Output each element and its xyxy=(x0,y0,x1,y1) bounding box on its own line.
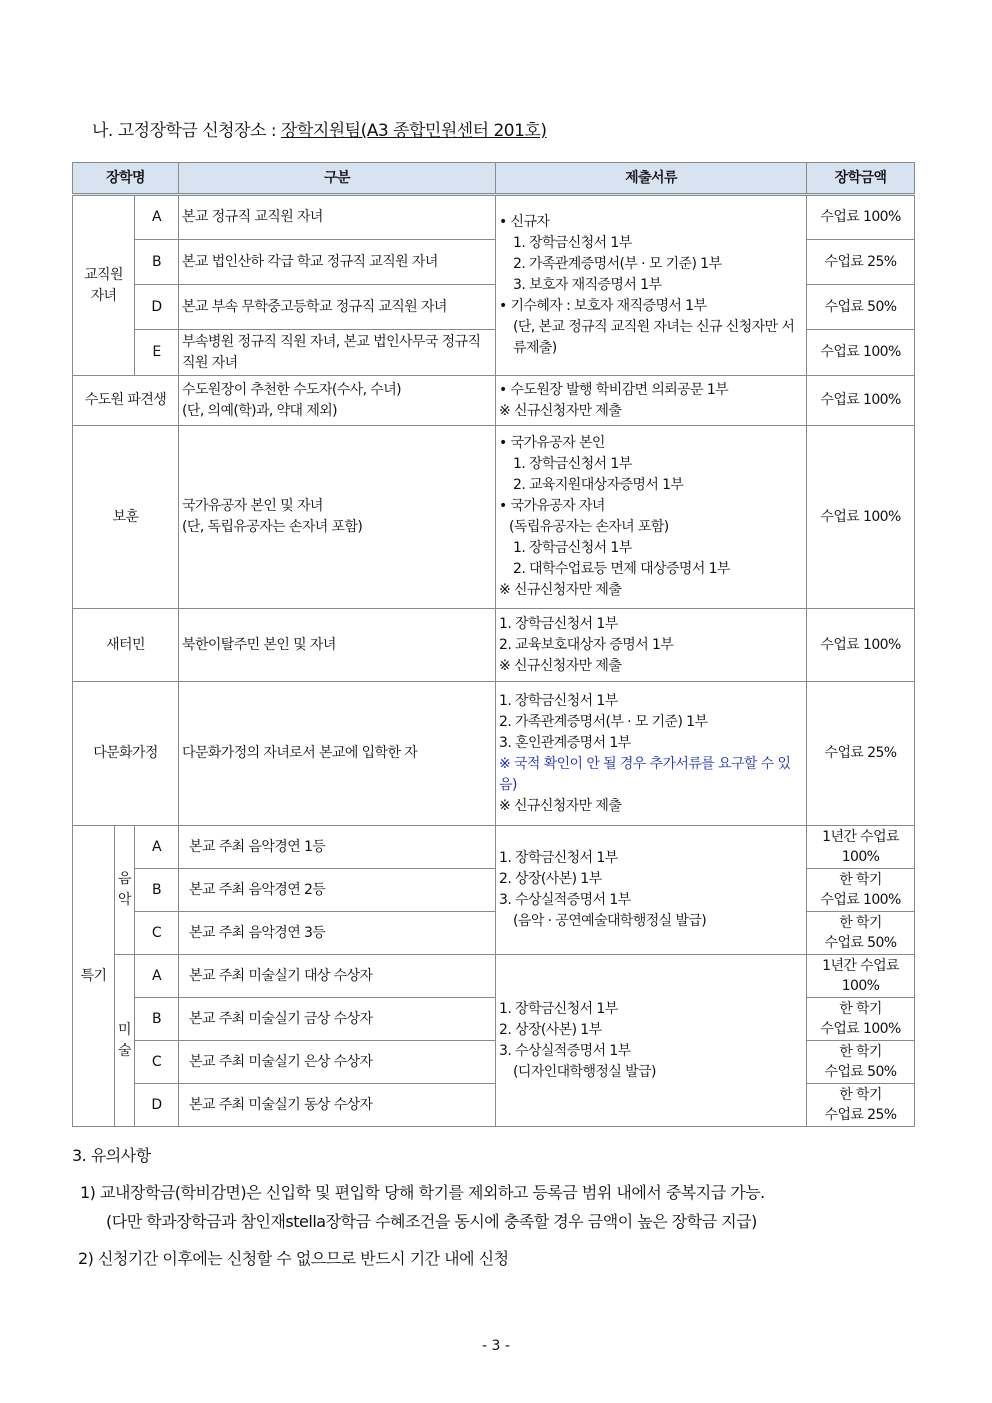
row-code: A xyxy=(135,955,179,998)
multicultural-docs xyxy=(496,682,807,826)
art-docs xyxy=(496,955,807,1127)
doc-line: 1. 장학금신청서 1부 xyxy=(499,692,618,709)
row-code: D xyxy=(135,285,179,330)
dispatched-name: 수도원 파견생 xyxy=(73,376,179,426)
amount-line: 한 학기 xyxy=(839,1001,882,1017)
desc-line: 수도원장이 추천한 수도자(수사, 수녀) xyxy=(182,381,402,398)
row-desc: 본교 주최 미술실기 은상 수상자 xyxy=(179,1041,496,1084)
table-row xyxy=(73,826,915,869)
row-code: B xyxy=(135,869,179,912)
row-amount: 수업료 25% xyxy=(807,240,915,285)
header-amount: 장학금액 xyxy=(807,163,915,195)
scholarship-table xyxy=(72,162,915,1127)
page-number: - 3 - xyxy=(482,1338,510,1354)
doc-line: (독립유공자는 손자녀 포함) xyxy=(509,519,669,535)
notes-title: 3. 유의사항 xyxy=(72,1146,151,1165)
row-code: C xyxy=(135,912,179,955)
doc-line: 1. 장학금신청서 1부 xyxy=(513,540,632,556)
defector-amount: 수업료 100% xyxy=(807,609,915,682)
desc-line: 국가유공자 본인 및 자녀 xyxy=(182,498,323,514)
row-desc: 본교 주최 음악경연 1등 xyxy=(179,826,496,869)
note-item: 1) 교내장학금(학비감면)은 신입학 및 편입학 당해 학기를 제외하고 등록금 범위 내에서 중복지급 가능. xyxy=(80,1183,765,1202)
row-desc: 본교 주최 음악경연 3등 xyxy=(179,912,496,955)
row-desc: 본교 부속 무학중고등학교 정규직 교직원 자녀 xyxy=(179,285,496,330)
amount-line: 수업료 100% xyxy=(820,1021,901,1037)
doc-line: ※ 국적 확인이 안 될 경우 추가서류를 요구할 수 있음) xyxy=(499,755,791,793)
table-header-row xyxy=(73,163,915,195)
heading-prefix: 나. 고정장학금 신청장소 : xyxy=(92,121,281,141)
doc-line: • 신규자 xyxy=(499,214,550,230)
dispatched-desc xyxy=(179,376,496,426)
veterans-name: 보훈 xyxy=(73,426,179,609)
doc-line: 1. 장학금신청서 1부 xyxy=(513,456,632,472)
row-code: C xyxy=(135,1041,179,1084)
row-code: D xyxy=(135,1084,179,1127)
desc-line: (단, 의예(학)과, 약대 제외) xyxy=(182,402,338,419)
row-desc: 본교 정규직 교직원 자녀 xyxy=(179,195,496,240)
header-category: 구분 xyxy=(179,163,496,195)
table-row xyxy=(73,682,915,826)
desc-line: (단, 독립유공자는 손자녀 포함) xyxy=(182,519,363,535)
faculty-name: 교직원 자녀 xyxy=(73,195,135,376)
amount-line: 수업료 25% xyxy=(824,1107,897,1123)
doc-line: 2. 상장(사본) 1부 xyxy=(499,1021,602,1038)
faculty-docs xyxy=(496,195,807,376)
header-documents: 제출서류 xyxy=(496,163,807,195)
doc-line: 2. 교육지원대상자증명서 1부 xyxy=(513,477,684,493)
doc-line: ※ 신규신청자만 제출 xyxy=(499,797,622,814)
row-desc: 본교 주최 미술실기 대상 수상자 xyxy=(179,955,496,998)
doc-line: 1. 장학금신청서 1부 xyxy=(499,1000,618,1017)
doc-line: 2. 상장(사본) 1부 xyxy=(499,871,602,887)
dispatched-docs xyxy=(496,376,807,426)
table-row xyxy=(73,955,915,998)
table-row xyxy=(73,609,915,682)
defector-docs xyxy=(496,609,807,682)
doc-line: (디자인대학행정실 발급) xyxy=(513,1063,656,1080)
row-amount xyxy=(807,912,915,955)
row-desc: 본교 주최 미술실기 동상 수상자 xyxy=(179,1084,496,1127)
row-amount: 수업료 100% xyxy=(807,195,915,240)
amount-line: 한 학기 xyxy=(839,915,882,931)
row-amount xyxy=(807,826,915,869)
application-location: 장학지원팀(A3 종합민원센터 201호) xyxy=(280,121,547,141)
table-row xyxy=(73,376,915,426)
amount-line: 수업료 100% xyxy=(820,892,901,908)
row-desc: 본교 법인산하 각급 학교 정규직 교직원 자녀 xyxy=(179,240,496,285)
defector-desc: 북한이탈주민 본인 및 자녀 xyxy=(179,609,496,682)
veterans-docs xyxy=(496,426,807,609)
multicultural-name: 다문화가정 xyxy=(73,682,179,826)
veterans-amount: 수업료 100% xyxy=(807,426,915,609)
dispatched-amount: 수업료 100% xyxy=(807,376,915,426)
amount-line: 수업료 50% xyxy=(824,935,897,951)
doc-line: 1. 장학금신청서 1부 xyxy=(499,850,618,866)
doc-line: • 국가유공자 자녀 xyxy=(499,498,605,514)
veterans-desc xyxy=(179,426,496,609)
row-amount: 수업료 50% xyxy=(807,285,915,330)
row-code: A xyxy=(135,826,179,869)
multicultural-amount: 수업료 25% xyxy=(807,682,915,826)
row-code: B xyxy=(135,240,179,285)
amount-line: 1년간 수업료 xyxy=(822,958,899,974)
amount-line: 100% xyxy=(841,849,880,865)
row-amount xyxy=(807,1041,915,1084)
defector-name: 새터민 xyxy=(73,609,179,682)
doc-line: 3. 수상실적증명서 1부 xyxy=(499,892,631,908)
doc-line: (음악 · 공연예술대학행정실 발급) xyxy=(513,913,707,929)
amount-line: 한 학기 xyxy=(839,1044,882,1060)
table-row xyxy=(73,426,915,609)
doc-line: ※ 신규신청자만 제출 xyxy=(499,402,622,419)
amount-line: 1년간 수업료 xyxy=(822,829,899,845)
doc-line: 2. 교육보호대상자 증명서 1부 xyxy=(499,636,674,653)
special-name: 특기 xyxy=(73,826,115,1127)
row-amount xyxy=(807,955,915,998)
doc-line: 2. 가족관계증명서(부 · 모 기준) 1부 xyxy=(513,256,722,272)
amount-line: 한 학기 xyxy=(839,1087,882,1103)
row-code: A xyxy=(135,195,179,240)
doc-line: • 기수혜자 : 보호자 재직증명서 1부 xyxy=(499,298,707,314)
doc-line: 2. 대학수업료등 면제 대상증명서 1부 xyxy=(513,561,730,577)
doc-line: 1. 장학금신청서 1부 xyxy=(499,615,618,632)
note-item-sub: (다만 학과장학금과 참인재stella장학금 수혜조건을 동시에 충족할 경우 금액이 높은 장학금 지급) xyxy=(106,1212,757,1231)
music-docs xyxy=(496,826,807,955)
doc-line: • 국가유공자 본인 xyxy=(499,435,605,451)
doc-line: 3. 수상실적증명서 1부 xyxy=(499,1042,631,1059)
doc-line: • 수도원장 발행 학비감면 의뢰공문 1부 xyxy=(499,381,729,398)
row-code: E xyxy=(135,330,179,376)
row-amount xyxy=(807,869,915,912)
amount-line: 100% xyxy=(841,978,880,994)
row-desc: 본교 주최 미술실기 금상 수상자 xyxy=(179,998,496,1041)
doc-line: 2. 가족관계증명서(부 · 모 기준) 1부 xyxy=(499,713,708,730)
doc-line: ※ 신규신청자만 제출 xyxy=(499,582,622,598)
row-desc: 부속병원 정규직 직원 자녀, 본교 법인사무국 정규직 직원 자녀 xyxy=(179,330,496,376)
table-row xyxy=(73,195,915,240)
notes-section xyxy=(72,1143,765,1275)
header-scholarship-name: 장학명 xyxy=(73,163,179,195)
doc-line: 1. 장학금신청서 1부 xyxy=(513,235,632,251)
amount-line: 한 학기 xyxy=(839,872,882,888)
row-code: B xyxy=(135,998,179,1041)
doc-line: ※ 신규신청자만 제출 xyxy=(499,657,622,674)
amount-line: 수업료 50% xyxy=(824,1064,897,1080)
row-amount: 수업료 100% xyxy=(807,330,915,376)
row-amount xyxy=(807,998,915,1041)
doc-line: 3. 보호자 재직증명서 1부 xyxy=(513,277,662,293)
section-heading xyxy=(92,116,547,141)
music-name: 음악 xyxy=(115,826,135,955)
multicultural-desc: 다문화가정의 자녀로서 본교에 입학한 자 xyxy=(179,682,496,826)
note-item: 2) 신청기간 이후에는 신청할 수 없으므로 반드시 기간 내에 신청 xyxy=(78,1249,509,1268)
art-name: 미술 xyxy=(115,955,135,1127)
doc-line: (단, 본교 정규직 교직원 자녀는 신규 신청자만 서류제출) xyxy=(513,319,795,356)
doc-line: 3. 혼인관계증명서 1부 xyxy=(499,734,631,751)
row-amount xyxy=(807,1084,915,1127)
row-desc: 본교 주최 음악경연 2등 xyxy=(179,869,496,912)
